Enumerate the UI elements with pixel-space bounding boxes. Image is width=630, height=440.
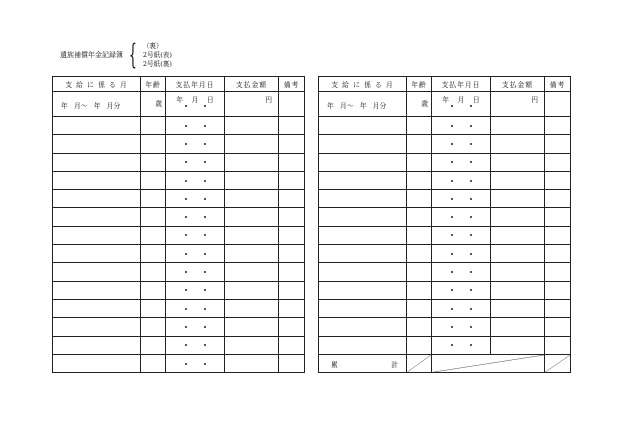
note-cell[interactable] <box>545 226 571 244</box>
period-cell[interactable] <box>53 245 141 263</box>
table-row <box>319 208 571 226</box>
pay-date-cell[interactable] <box>166 336 225 354</box>
pay-date-cell[interactable] <box>432 171 491 189</box>
date-separator <box>166 154 224 171</box>
amount-cell[interactable] <box>225 153 279 171</box>
age-cell[interactable] <box>407 117 432 135</box>
table-row <box>53 354 305 372</box>
table-row <box>53 263 305 281</box>
table-row <box>53 208 305 226</box>
age-cell[interactable] <box>407 226 432 244</box>
table-row <box>319 245 571 263</box>
pay-date-cell[interactable] <box>432 190 491 208</box>
amount-cell[interactable] <box>225 135 279 153</box>
pay-date-cell[interactable] <box>166 171 225 189</box>
period-label: 年 月〜 年 月分 <box>61 102 121 110</box>
period-cell[interactable] <box>319 263 407 281</box>
age-cell[interactable] <box>141 263 166 281</box>
note-cell[interactable] <box>279 245 305 263</box>
date-separator <box>432 318 490 335</box>
date-separator <box>432 300 490 317</box>
pay-date-cell[interactable] <box>432 208 491 226</box>
pay-date-cell[interactable] <box>166 117 225 135</box>
day-label: 日 <box>206 96 214 104</box>
period-cell[interactable] <box>53 354 141 372</box>
date-separator <box>166 135 224 152</box>
amount-cell[interactable] <box>225 354 279 372</box>
amount-cell[interactable] <box>225 336 279 354</box>
date-separator <box>166 263 224 280</box>
note-cell[interactable] <box>545 281 571 299</box>
date-separator <box>166 245 224 262</box>
note-cell[interactable] <box>279 190 305 208</box>
note-cell[interactable] <box>545 171 571 189</box>
table-row <box>53 190 305 208</box>
note-cell[interactable] <box>545 190 571 208</box>
note-cell[interactable] <box>279 318 305 336</box>
pay-date-cell[interactable] <box>166 153 225 171</box>
amount-cell[interactable] <box>225 318 279 336</box>
age-cell[interactable] <box>141 135 166 153</box>
age-cell[interactable] <box>407 153 432 171</box>
pay-date-cell[interactable] <box>166 299 225 317</box>
period-cell[interactable] <box>53 135 141 153</box>
table-row <box>53 281 305 299</box>
pay-date-cell[interactable] <box>432 153 491 171</box>
age-cell[interactable] <box>141 190 166 208</box>
date-separator <box>432 227 490 244</box>
total-label-left: 累 <box>331 360 338 369</box>
period-cell[interactable] <box>319 92 407 117</box>
document-title: 遺族補償年金記録簿 <box>60 51 123 59</box>
age-cell[interactable] <box>141 171 166 189</box>
age-cell[interactable] <box>407 171 432 189</box>
pay-date-cell[interactable] <box>432 263 491 281</box>
date-separator <box>432 245 490 262</box>
yen-label: 円 <box>265 96 272 104</box>
age-unit-label: 歳 <box>155 100 162 108</box>
note-cell[interactable] <box>279 92 305 117</box>
date-separator <box>166 337 224 354</box>
note-cell[interactable] <box>545 299 571 317</box>
period-cell[interactable] <box>53 336 141 354</box>
pay-date-cell[interactable] <box>432 336 491 354</box>
note-cell[interactable] <box>279 263 305 281</box>
amount-cell[interactable] <box>491 92 545 117</box>
period-cell[interactable] <box>53 208 141 226</box>
period-cell[interactable] <box>53 153 141 171</box>
age-cell[interactable] <box>141 299 166 317</box>
date-unit-labels <box>166 92 224 104</box>
period-cell[interactable] <box>319 245 407 263</box>
age-cell[interactable] <box>407 299 432 317</box>
period-cell[interactable] <box>319 299 407 317</box>
age-cell[interactable] <box>141 117 166 135</box>
diagonal-strike <box>545 355 570 372</box>
header-month: 支 給 に 係 る 月 <box>319 77 407 92</box>
total-label <box>319 355 406 372</box>
variant-back: （裏） <box>142 41 163 50</box>
date-separator <box>432 282 490 299</box>
amount-cell[interactable] <box>225 92 279 117</box>
total-row <box>319 354 571 372</box>
pay-date-cell[interactable] <box>432 318 491 336</box>
table-row <box>319 299 571 317</box>
period-cell[interactable] <box>319 117 407 135</box>
period-cell[interactable] <box>53 117 141 135</box>
date-separator <box>432 337 490 354</box>
date-separator <box>432 117 490 134</box>
table-row <box>53 245 305 263</box>
table-row <box>319 135 571 153</box>
total-note-cell <box>545 354 571 372</box>
age-cell[interactable] <box>141 336 166 354</box>
amount-cell[interactable] <box>225 263 279 281</box>
total-age-cell <box>407 354 432 372</box>
period-cell[interactable] <box>319 208 407 226</box>
pay-date-cell[interactable] <box>432 92 491 117</box>
brace-symbol: { <box>128 38 137 71</box>
period-cell[interactable] <box>53 190 141 208</box>
note-cell[interactable] <box>545 153 571 171</box>
note-cell[interactable] <box>545 318 571 336</box>
amount-cell[interactable] <box>491 318 545 336</box>
age-cell[interactable] <box>407 263 432 281</box>
note-cell[interactable] <box>545 117 571 135</box>
note-cell[interactable] <box>545 208 571 226</box>
age-cell[interactable] <box>407 336 432 354</box>
amount-cell[interactable] <box>225 171 279 189</box>
table-row <box>53 171 305 189</box>
period-cell[interactable] <box>319 190 407 208</box>
date-separator <box>166 117 224 134</box>
table-row <box>53 135 305 153</box>
date-separator <box>432 208 490 225</box>
note-cell[interactable] <box>279 299 305 317</box>
table-row <box>53 299 305 317</box>
table-row <box>319 92 571 117</box>
diagonal-strike <box>432 355 544 372</box>
ledger-table-right <box>318 76 571 373</box>
table-row <box>319 318 571 336</box>
note-cell[interactable] <box>545 245 571 263</box>
table-row <box>53 117 305 135</box>
age-cell[interactable] <box>141 354 166 372</box>
amount-cell[interactable] <box>491 208 545 226</box>
year-label: 年 <box>176 96 184 104</box>
date-separator <box>166 227 224 244</box>
variant-2-back: 2号紙(裏) <box>142 59 172 68</box>
pay-date-cell[interactable] <box>166 245 225 263</box>
table-row <box>319 171 571 189</box>
amount-cell[interactable] <box>491 226 545 244</box>
header-row <box>53 77 305 92</box>
total-amount-cell <box>432 354 545 372</box>
period-cell[interactable] <box>319 171 407 189</box>
period-cell[interactable] <box>53 226 141 244</box>
note-cell[interactable] <box>279 208 305 226</box>
amount-cell[interactable] <box>491 190 545 208</box>
age-cell[interactable] <box>141 318 166 336</box>
date-separator <box>166 355 224 372</box>
header-amount: 支払金額 <box>225 77 279 92</box>
header-age: 年齢 <box>407 77 432 92</box>
date-separator <box>432 154 490 171</box>
table-row <box>53 92 305 117</box>
date-separator <box>166 208 224 225</box>
age-cell[interactable] <box>407 281 432 299</box>
date-separator <box>166 300 224 317</box>
amount-cell[interactable] <box>225 299 279 317</box>
variant-2-front: 2号紙(表) <box>142 50 172 59</box>
period-cell[interactable] <box>319 135 407 153</box>
pay-date-cell[interactable] <box>166 318 225 336</box>
yen-label: 円 <box>531 96 538 104</box>
period-cell[interactable] <box>319 153 407 171</box>
day-label: 日 <box>472 96 480 104</box>
amount-cell[interactable] <box>491 281 545 299</box>
note-cell[interactable] <box>545 336 571 354</box>
age-cell[interactable] <box>141 208 166 226</box>
table-row <box>319 336 571 354</box>
note-cell[interactable] <box>279 354 305 372</box>
period-cell[interactable] <box>53 171 141 189</box>
table-row <box>53 226 305 244</box>
pay-date-cell[interactable] <box>166 281 225 299</box>
note-cell[interactable] <box>279 171 305 189</box>
age-cell[interactable] <box>407 208 432 226</box>
date-unit-labels <box>432 92 490 104</box>
table-row <box>319 117 571 135</box>
amount-cell[interactable] <box>491 135 545 153</box>
pay-date-cell[interactable] <box>432 281 491 299</box>
document-header <box>60 40 172 70</box>
amount-cell[interactable] <box>491 153 545 171</box>
date-separator <box>166 172 224 189</box>
form-variant-list <box>143 42 172 69</box>
age-cell[interactable] <box>141 153 166 171</box>
note-cell[interactable] <box>279 135 305 153</box>
month-label: 月 <box>457 96 465 104</box>
header-row <box>319 77 571 92</box>
total-label-right: 計 <box>391 360 398 369</box>
pay-date-cell[interactable] <box>432 245 491 263</box>
note-cell[interactable] <box>279 226 305 244</box>
date-separator <box>432 190 490 207</box>
amount-cell[interactable] <box>225 226 279 244</box>
period-cell[interactable] <box>53 92 141 117</box>
pay-date-cell[interactable] <box>166 208 225 226</box>
table-row <box>319 281 571 299</box>
amount-cell[interactable] <box>225 208 279 226</box>
period-cell[interactable] <box>53 299 141 317</box>
date-separator <box>166 282 224 299</box>
table-row <box>319 263 571 281</box>
age-cell[interactable] <box>407 245 432 263</box>
note-cell[interactable] <box>279 117 305 135</box>
amount-cell[interactable] <box>491 171 545 189</box>
header-note: 備考 <box>279 77 305 92</box>
amount-cell[interactable] <box>491 336 545 354</box>
pay-date-cell[interactable] <box>166 190 225 208</box>
diagonal-strike <box>407 355 431 372</box>
age-cell[interactable] <box>407 92 432 117</box>
header-age: 年齢 <box>141 77 166 92</box>
period-cell[interactable] <box>53 263 141 281</box>
age-cell[interactable] <box>407 190 432 208</box>
pay-date-cell[interactable] <box>432 117 491 135</box>
table-row <box>319 153 571 171</box>
date-separator <box>166 104 224 107</box>
note-cell[interactable] <box>545 135 571 153</box>
age-cell[interactable] <box>141 281 166 299</box>
pay-date-cell[interactable] <box>166 263 225 281</box>
age-unit-label: 歳 <box>421 100 428 108</box>
table-row <box>319 226 571 244</box>
age-cell[interactable] <box>141 226 166 244</box>
amount-cell[interactable] <box>225 281 279 299</box>
header-pay-date: 支払年月日 <box>432 77 491 92</box>
note-cell[interactable] <box>279 281 305 299</box>
total-label-cell <box>319 354 407 372</box>
amount-cell[interactable] <box>491 263 545 281</box>
age-cell[interactable] <box>407 135 432 153</box>
pay-date-cell[interactable] <box>432 135 491 153</box>
header-month: 支 給 に 係 る 月 <box>53 77 141 92</box>
pay-date-cell[interactable] <box>166 354 225 372</box>
note-cell[interactable] <box>545 263 571 281</box>
amount-cell[interactable] <box>491 299 545 317</box>
period-cell[interactable] <box>319 281 407 299</box>
pay-date-cell[interactable] <box>432 226 491 244</box>
age-cell[interactable] <box>141 245 166 263</box>
ledger-table-left <box>52 76 305 373</box>
table-row <box>53 336 305 354</box>
note-cell[interactable] <box>279 336 305 354</box>
amount-cell[interactable] <box>491 245 545 263</box>
age-cell[interactable] <box>407 318 432 336</box>
pay-date-cell[interactable] <box>166 135 225 153</box>
amount-cell[interactable] <box>225 245 279 263</box>
amount-cell[interactable] <box>225 190 279 208</box>
year-label: 年 <box>442 96 450 104</box>
header-amount: 支払金額 <box>491 77 545 92</box>
age-cell[interactable] <box>141 92 166 117</box>
table-row <box>53 318 305 336</box>
date-separator <box>432 135 490 152</box>
table-row <box>319 190 571 208</box>
amount-cell[interactable] <box>491 117 545 135</box>
period-cell[interactable] <box>319 318 407 336</box>
date-separator <box>432 104 490 107</box>
pay-date-cell[interactable] <box>432 299 491 317</box>
period-cell[interactable] <box>319 336 407 354</box>
date-separator <box>166 318 224 335</box>
period-cell[interactable] <box>53 318 141 336</box>
date-separator <box>166 190 224 207</box>
pay-date-cell[interactable] <box>166 226 225 244</box>
note-cell[interactable] <box>545 92 571 117</box>
header-note: 備考 <box>545 77 571 92</box>
period-cell[interactable] <box>319 226 407 244</box>
note-cell[interactable] <box>279 153 305 171</box>
period-cell[interactable] <box>53 281 141 299</box>
pay-date-cell[interactable] <box>166 92 225 117</box>
month-label: 月 <box>191 96 199 104</box>
period-label: 年 月〜 年 月分 <box>327 102 387 110</box>
date-separator <box>432 263 490 280</box>
table-row <box>53 153 305 171</box>
amount-cell[interactable] <box>225 117 279 135</box>
header-pay-date: 支払年月日 <box>166 77 225 92</box>
date-separator <box>432 172 490 189</box>
